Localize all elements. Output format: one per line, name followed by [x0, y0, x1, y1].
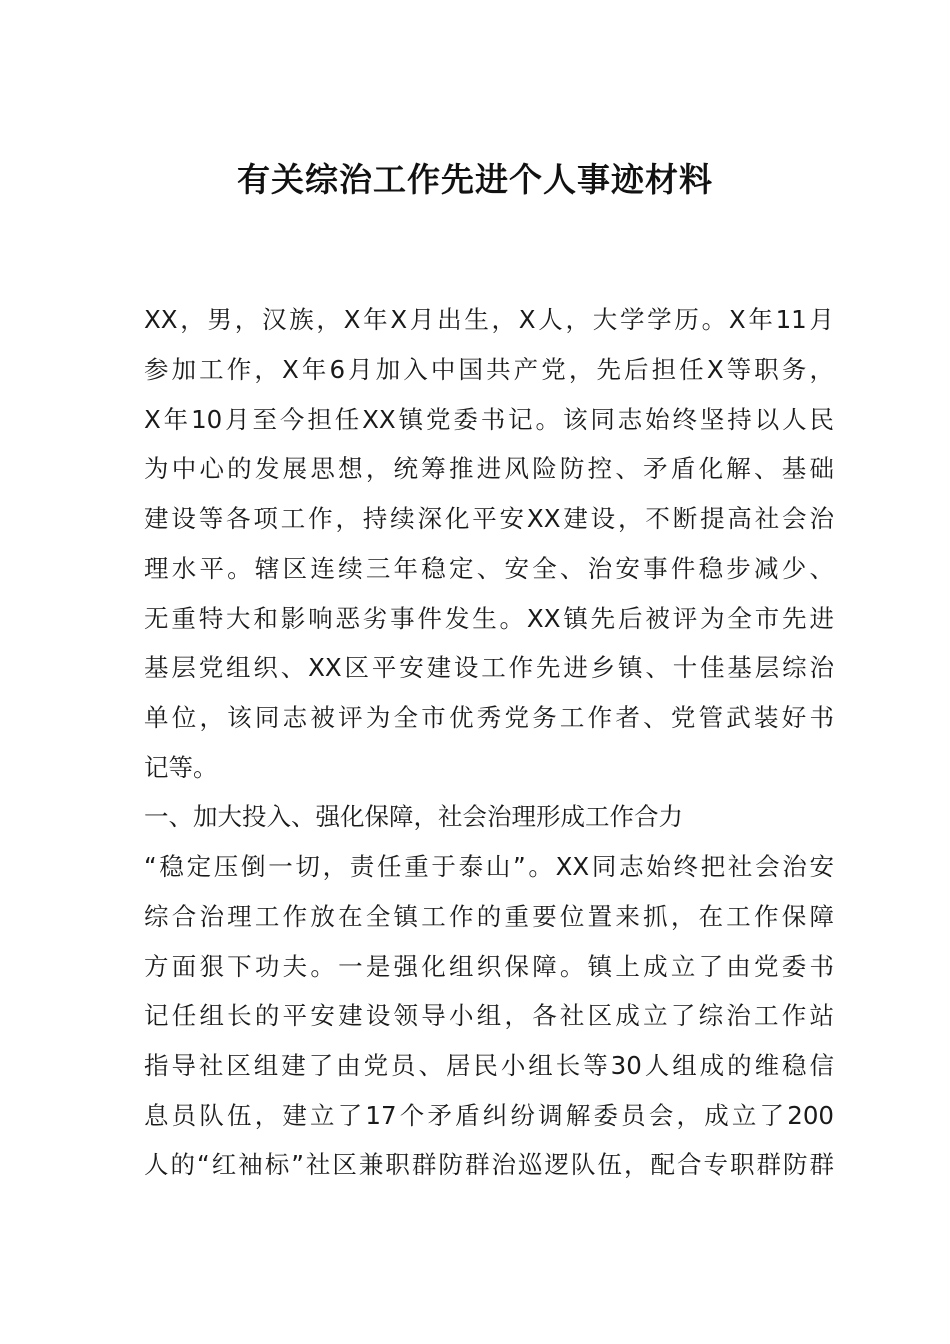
paragraph-1-line-7: 无重特大和影响恶劣事件发生。XX镇先后被评为全市先进	[144, 604, 834, 633]
section-1-heading: 一、加大投入、强化保障，社会治理形成工作合力	[144, 802, 683, 831]
paragraph-2-line-2: 综合治理工作放在全镇工作的重要位置来抓，在工作保障	[144, 902, 834, 931]
paragraph-1-line-5: 建设等各项工作，持续深化平安XX建设，不断提高社会治	[144, 504, 834, 533]
paragraph-1-line-4: 为中心的发展思想，统筹推进风险防控、矛盾化解、基础	[144, 454, 834, 483]
paragraph-1-line-1: XX，男，汉族，X年X月出生，X人，大学学历。X年11月	[144, 305, 834, 334]
paragraph-2-line-7: 人的“红袖标”社区兼职群防群治巡逻队伍，配合专职群防群	[144, 1150, 834, 1179]
paragraph-2-line-1: “稳定压倒一切，责任重于泰山”。XX同志始终把社会治安	[144, 852, 834, 881]
paragraph-2-line-3: 方面狠下功夫。一是强化组织保障。镇上成立了由党委书	[144, 952, 834, 981]
paragraph-1-line-10: 记等。	[144, 753, 218, 782]
document-title: 有关综治工作先进个人事迹材料	[237, 160, 713, 199]
paragraph-1-line-2: 参加工作，X年6月加入中国共产党，先后担任X等职务，	[144, 355, 834, 384]
paragraph-2-line-6: 息员队伍，建立了17个矛盾纠纷调解委员会，成立了200	[144, 1101, 834, 1130]
paragraph-1-line-8: 基层党组织、XX区平安建设工作先进乡镇、十佳基层综治	[144, 653, 834, 682]
paragraph-1-line-3: X年10月至今担任XX镇党委书记。该同志始终坚持以人民	[144, 405, 834, 434]
paragraph-2-line-4: 记任组长的平安建设领导小组，各社区成立了综治工作站	[144, 1001, 834, 1030]
paragraph-1-line-6: 理水平。辖区连续三年稳定、安全、治安事件稳步减少、	[144, 554, 834, 583]
paragraph-2-line-5: 指导社区组建了由党员、居民小组长等30人组成的维稳信	[144, 1051, 834, 1080]
paragraph-1-line-9: 单位，该同志被评为全市优秀党务工作者、党管武装好书	[144, 703, 834, 732]
